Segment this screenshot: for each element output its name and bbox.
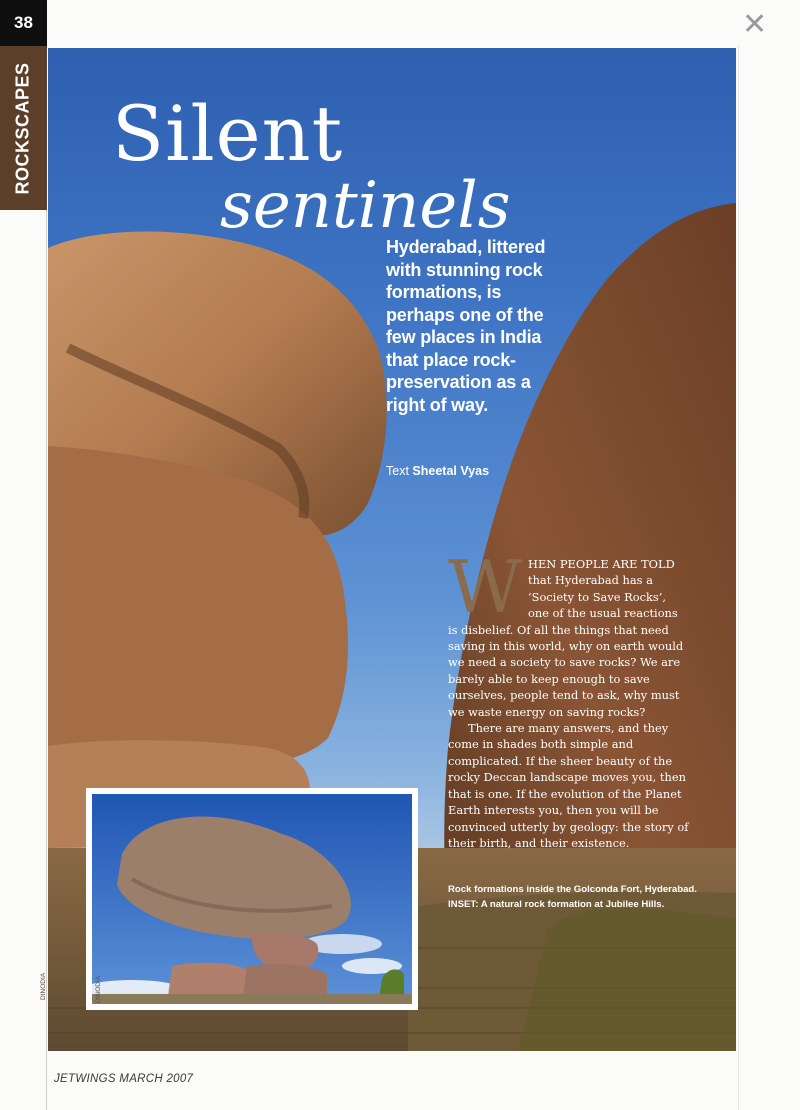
inset-photo-image (92, 794, 412, 1004)
title-line-2: sentinels (220, 169, 511, 243)
balancing-rock-illustration (92, 794, 412, 1004)
right-margin-rule (738, 46, 739, 1110)
page-footer: JETWINGS MARCH 2007 (54, 1073, 194, 1085)
corner-mark: ✕ (742, 7, 768, 42)
inset-photo (86, 788, 418, 1010)
section-label: ROCKSCAPES (13, 61, 33, 195)
page-number (0, 0, 47, 46)
drop-cap: W (448, 545, 523, 629)
photo-credit-inset: DINODIA (95, 975, 102, 1003)
paragraph-1 (448, 545, 690, 720)
article-body (448, 545, 690, 851)
lead-in-caps: HEN PEOPLE ARE TOLD (528, 557, 675, 571)
byline-label: Text (386, 464, 409, 478)
paragraph-1-text: that Hyderabad has a ‘Society to Save Rocks’, one of the usual reactions is disbelief. Of all the things that need saving in this world, why on earth would we need a society to save rocks? We are barely able to keep enough to save ourselves, people tend to ask, why must we waste energy on saving rocks? (448, 573, 684, 719)
article-title (112, 89, 511, 243)
byline-author: Sheetal Vyas (412, 464, 490, 478)
title-line-1: Silent (112, 89, 344, 178)
section-tab (0, 46, 47, 210)
paragraph-2: There are many answers, and they come in shades both simple and complicated. If the sheer beauty of the rocky Deccan landscape moves you, then that is one. If the evolution of the Planet Earth interests you, then you will be convinced utterly by geology: the story of their birth, and their existence. (448, 721, 689, 850)
byline (386, 464, 489, 478)
photo-credit-main: DINODIA (40, 972, 47, 1000)
page-number-text: 38 (14, 13, 33, 32)
photo-caption: Rock formations inside the Golconda Fort, Hyderabad. INSET: A natural rock formation at Jubilee Hills. (448, 884, 697, 910)
standfirst: Hyderabad, littered with stunning rock formations, is perhaps one of the few places in India that place rock-preservation as a right of way. (386, 237, 546, 415)
